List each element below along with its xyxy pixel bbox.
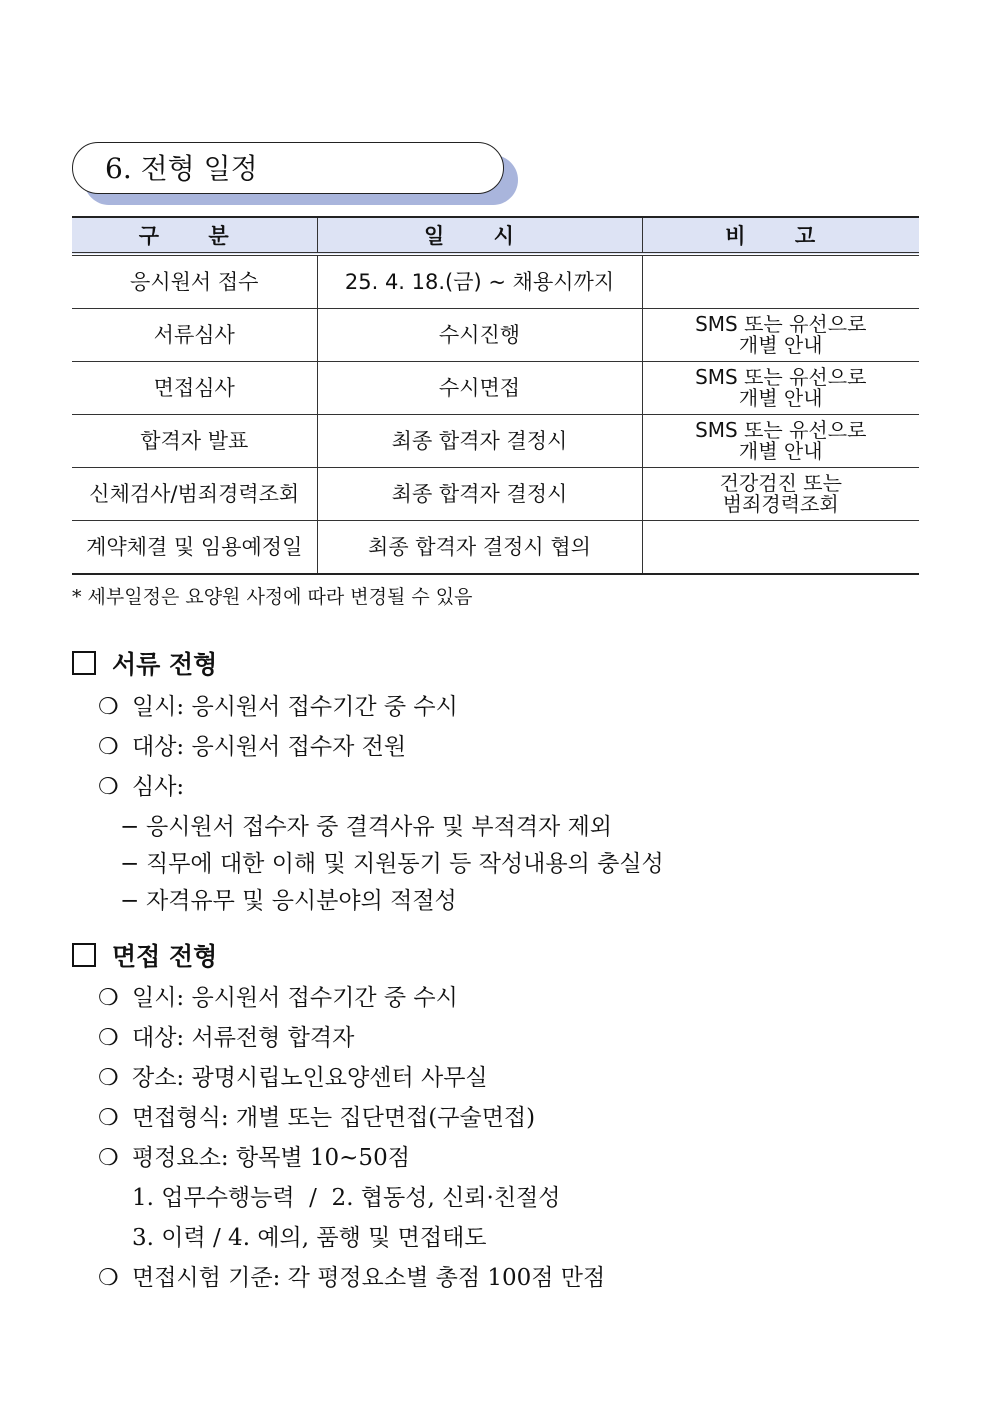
section-interview-screening — [72, 937, 217, 973]
table-header-row — [72, 217, 919, 254]
list-item: ❍ 일시: 응시원서 접수기간 중 수시 — [98, 985, 458, 1011]
sub-list-item: − 직무에 대한 이해 및 지원동기 등 작성내용의 충실성 — [120, 851, 664, 877]
table-row — [72, 362, 919, 415]
section-heading: 서류 전형 — [112, 650, 218, 679]
table-row — [72, 468, 919, 521]
schedule-table — [72, 216, 919, 575]
bullet-icon: ❍ — [98, 1145, 119, 1171]
criteria-line: 1. 업무수행능력 / 2. 협동성, 신뢰·친절성 — [132, 1185, 561, 1211]
criteria-line: 3. 이력 / 4. 예의, 품행 및 면접태도 — [132, 1225, 487, 1251]
dash-icon: − — [120, 814, 140, 840]
cell-category: 신체검사/범죄경력조회 — [72, 468, 317, 521]
cell-category: 면접심사 — [72, 362, 317, 415]
bullet-icon: ❍ — [98, 1105, 119, 1131]
list-item: ❍ 대상: 응시원서 접수자 전원 — [98, 734, 407, 760]
bullet-icon: ❍ — [98, 1025, 119, 1051]
list-item: ❍ 면접형식: 개별 또는 집단면접(구술면접) — [98, 1105, 536, 1131]
footnote: * 세부일정은 요양원 사정에 따라 변경될 수 있음 — [72, 586, 473, 608]
cell-category: 합격자 발표 — [72, 415, 317, 468]
header-date: 일 시 — [317, 217, 642, 254]
cell-category: 서류심사 — [72, 309, 317, 362]
cell-note: 건강검진 또는 범죄경력조회 — [642, 468, 919, 521]
bullet-icon: ❍ — [98, 734, 119, 760]
cell-category: 계약체결 및 임용예정일 — [72, 521, 317, 575]
table-row — [72, 309, 919, 362]
bullet-icon: ❍ — [98, 1065, 119, 1091]
cell-date: 최종 합격자 결정시 협의 — [317, 521, 642, 575]
bullet-icon: ❍ — [98, 985, 119, 1011]
bullet-icon: ❍ — [98, 1265, 119, 1291]
cell-note: SMS 또는 유선으로 개별 안내 — [642, 415, 919, 468]
checkbox-icon — [72, 943, 96, 967]
bullet-icon: ❍ — [98, 774, 119, 800]
table-row — [72, 415, 919, 468]
list-item: ❍ 심사: — [98, 774, 185, 800]
list-item: ❍ 일시: 응시원서 접수기간 중 수시 — [98, 694, 458, 720]
cell-note: SMS 또는 유선으로 개별 안내 — [642, 362, 919, 415]
checkbox-icon — [72, 651, 96, 675]
list-item: ❍ 면접시험 기준: 각 평정요소별 총점 100점 만점 — [98, 1265, 606, 1291]
table-row — [72, 521, 919, 575]
cell-date: 수시진행 — [317, 309, 642, 362]
sub-list-item: − 자격유무 및 응시분야의 적절성 — [120, 888, 457, 914]
table-row — [72, 254, 919, 309]
header-note: 비 고 — [642, 217, 919, 254]
cell-date: 최종 합격자 결정시 — [317, 415, 642, 468]
list-item: ❍ 대상: 서류전형 합격자 — [98, 1025, 355, 1051]
cell-category: 응시원서 접수 — [72, 254, 317, 309]
section-heading: 면접 전형 — [112, 942, 218, 971]
bullet-icon: ❍ — [98, 694, 119, 720]
cell-note: SMS 또는 유선으로 개별 안내 — [642, 309, 919, 362]
header-category: 구 분 — [72, 217, 317, 254]
dash-icon: − — [120, 888, 140, 914]
cell-date: 최종 합격자 결정시 — [317, 468, 642, 521]
cell-note — [642, 521, 919, 575]
cell-date: 수시면접 — [317, 362, 642, 415]
list-item: ❍ 장소: 광명시립노인요양센터 사무실 — [98, 1065, 488, 1091]
cell-date: 25. 4. 18.(금) ~ 채용시까지 — [317, 254, 642, 309]
list-item: ❍ 평정요소: 항목별 10~50점 — [98, 1145, 410, 1171]
dash-icon: − — [120, 851, 140, 877]
sub-list-item: − 응시원서 접수자 중 결격사유 및 부적격자 제외 — [120, 814, 613, 840]
section-document-screening — [72, 645, 217, 681]
cell-note — [642, 254, 919, 309]
section-title: 6. 전형 일정 — [72, 142, 504, 194]
